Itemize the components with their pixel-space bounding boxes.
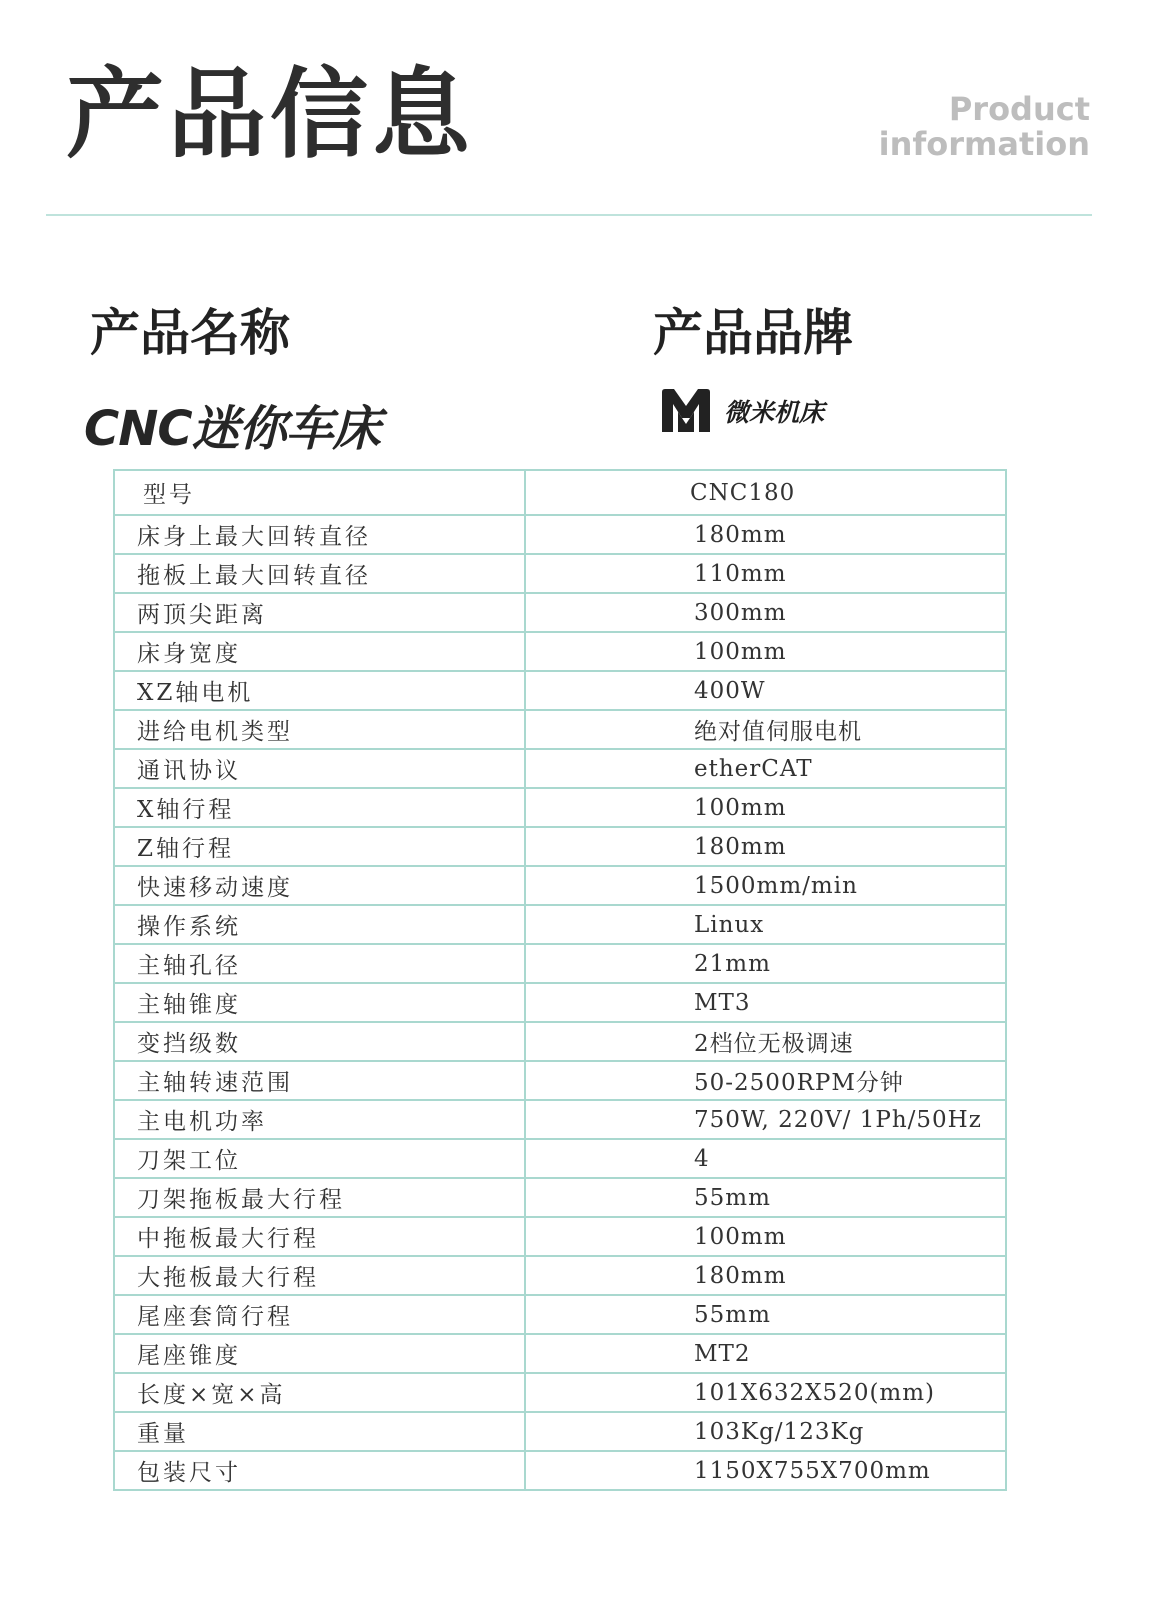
table-row [114,554,1006,593]
table-row [114,671,1006,710]
spec-label: 主轴孔径 [114,944,525,983]
spec-label: 拖板上最大回转直径 [114,554,525,593]
table-row [114,1412,1006,1451]
spec-label: 重量 [114,1412,525,1451]
spec-label: 床身宽度 [114,632,525,671]
page-title: 产品信息 [66,58,475,172]
spec-value: Linux [525,905,1006,944]
spec-value: 1150X755X700mm [525,1451,1006,1490]
spec-value: 55mm [525,1178,1006,1217]
brand-name: 微米机床 [724,398,825,427]
spec-label: 主电机功率 [114,1100,525,1139]
spec-label: 两顶尖距离 [114,593,525,632]
subtitle-line-2: information [878,124,1090,163]
page-subtitle [879,92,1090,161]
spec-label: 长度×宽×高 [114,1373,525,1412]
spec-value: 750W, 220V/ 1Ph/50Hz [525,1100,1006,1139]
table-row [114,1022,1006,1061]
spec-table-body [114,470,1006,1490]
spec-label: 进给电机类型 [114,710,525,749]
table-row [114,866,1006,905]
spec-value: 110mm [525,554,1006,593]
spec-label: 尾座套筒行程 [114,1295,525,1334]
table-row [114,905,1006,944]
spec-value: 300mm [525,593,1006,632]
spec-value: 400W [525,671,1006,710]
table-row [114,1100,1006,1139]
spec-value: CNC180 [525,470,1006,515]
spec-label: 变挡级数 [114,1022,525,1061]
spec-label: 床身上最大回转直径 [114,515,525,554]
product-name: CNC迷你车床 [84,401,380,457]
table-row [114,788,1006,827]
spec-label: XZ轴电机 [114,671,525,710]
spec-label: 主轴锥度 [114,983,525,1022]
spec-label: 通讯协议 [114,749,525,788]
table-row [114,632,1006,671]
spec-label: 操作系统 [114,905,525,944]
spec-value: 100mm [525,1217,1006,1256]
product-name-heading: 产品名称 [90,304,290,362]
spec-label: 刀架拖板最大行程 [114,1178,525,1217]
table-row [114,593,1006,632]
header-divider [46,214,1092,216]
table-row [114,1061,1006,1100]
table-row [114,1139,1006,1178]
table-row [114,944,1006,983]
table-row [114,1178,1006,1217]
brand-logo [660,388,824,434]
table-row [114,1256,1006,1295]
spec-value: MT2 [525,1334,1006,1373]
table-row [114,1217,1006,1256]
m-logo-icon [660,388,712,434]
product-brand-heading: 产品品牌 [653,304,853,362]
spec-label: 型号 [114,470,525,515]
spec-label: 主轴转速范围 [114,1061,525,1100]
table-row [114,1373,1006,1412]
spec-label: 中拖板最大行程 [114,1217,525,1256]
spec-value: MT3 [525,983,1006,1022]
table-row [114,827,1006,866]
table-row [114,749,1006,788]
table-row [114,470,1006,515]
spec-label: 刀架工位 [114,1139,525,1178]
spec-value: 21mm [525,944,1006,983]
spec-value: 100mm [525,788,1006,827]
spec-value: 103Kg/123Kg [525,1412,1006,1451]
spec-value: 180mm [525,827,1006,866]
table-row [114,515,1006,554]
table-row [114,1451,1006,1490]
spec-value: 55mm [525,1295,1006,1334]
spec-label: 大拖板最大行程 [114,1256,525,1295]
spec-value: 2档位无极调速 [525,1022,1006,1061]
spec-value: etherCAT [525,749,1006,788]
spec-label: Z轴行程 [114,827,525,866]
spec-value: 180mm [525,1256,1006,1295]
spec-value: 4 [525,1139,1006,1178]
spec-table [113,469,1007,1491]
spec-value: 100mm [525,632,1006,671]
table-row [114,1295,1006,1334]
spec-value: 1500mm/min [525,866,1006,905]
table-row [114,983,1006,1022]
spec-value: 50-2500RPM分钟 [525,1061,1006,1100]
spec-label: 尾座锥度 [114,1334,525,1373]
spec-label: 快速移动速度 [114,866,525,905]
spec-label: 包装尺寸 [114,1451,525,1490]
table-row [114,1334,1006,1373]
spec-value: 101X632X520(mm) [525,1373,1006,1412]
spec-label: X轴行程 [114,788,525,827]
table-row [114,710,1006,749]
spec-value: 绝对值伺服电机 [525,710,1006,749]
subtitle-line-1: Product [948,90,1090,128]
spec-value: 180mm [525,515,1006,554]
